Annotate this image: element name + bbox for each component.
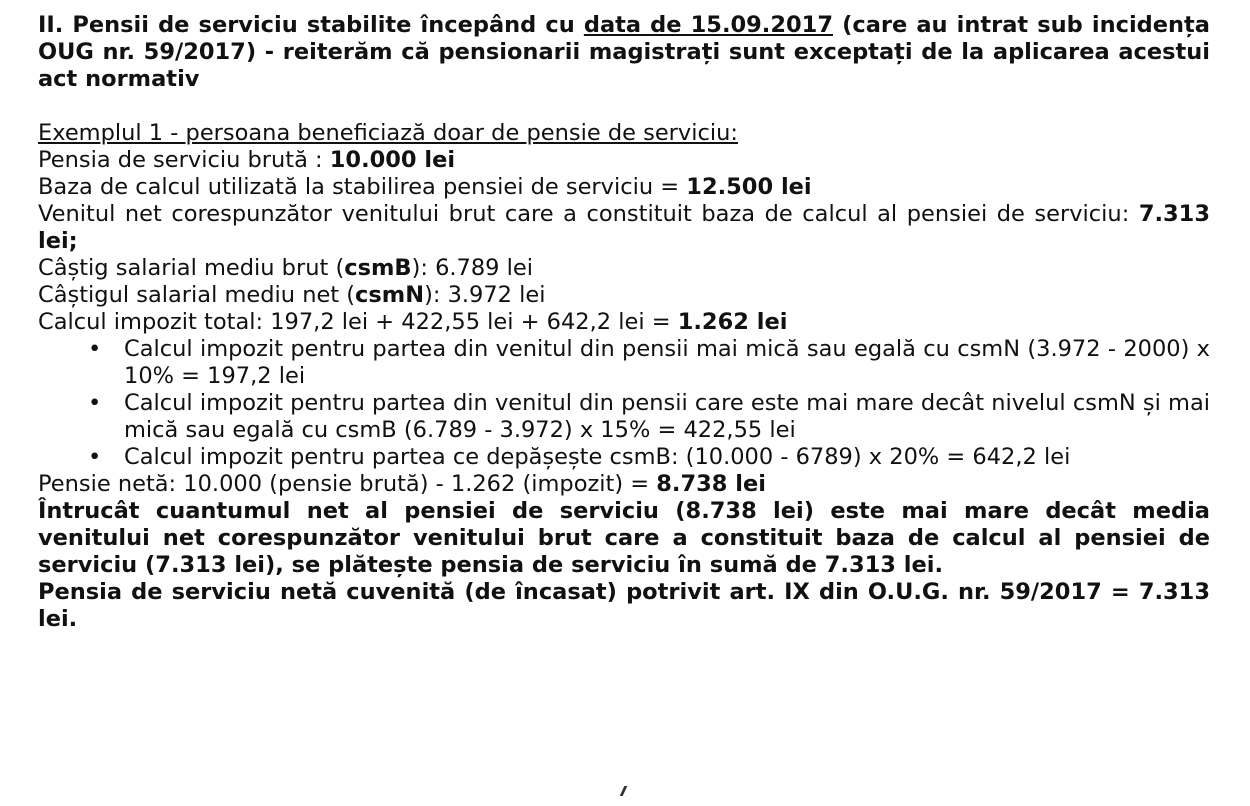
- section-heading-date: data de 15.09.2017: [583, 12, 833, 38]
- scan-mark: [620, 786, 628, 796]
- section-heading-post: (care au intrat sub incidența OUG nr. 59/2017) - reiterăm că pensionarii magistrați sunt exceptați de la aplicarea acestui act normativ: [38, 12, 1210, 92]
- list-item-text: Calcul impozit pentru partea ce depășește csmB: (10.000 - 6789) x 20% = 642,2 lei: [124, 444, 1071, 470]
- net-income-line: [38, 201, 1210, 255]
- final-paragraph: Pensia de serviciu netă cuvenită (de încasat) potrivit art. IX din O.U.G. nr. 59/2017 = 7.313 lei.: [38, 579, 1210, 632]
- csmn-pre: Câștigul salarial mediu net (: [38, 282, 356, 308]
- tax-breakdown-list: [38, 336, 1210, 471]
- net-pension-label: Pensie netă: 10.000 (pensie brută) - 1.262 (impozit) =: [38, 471, 657, 497]
- conclusion-paragraph: Întrucât cuantumul net al pensiei de serviciu (8.738 lei) este mai mare decât media venitului net corespunzător venitului brut care a constituit baza de calcul al pensiei de serviciu (7.313 lei), se plătește pensia de serviciu în sumă de 7.313 lei.: [38, 498, 1210, 578]
- list-item-text: Calcul impozit pentru partea din venitul din pensii care este mai mare decât nivelul csmN și mai mică sau egală cu csmB (6.789 - 3.972) x 15% = 422,55 lei: [124, 390, 1210, 443]
- list-item-text: Calcul impozit pentru partea din venitul din pensii mai mică sau egală cu csmN (3.972 - 2000) x 10% = 197,2 lei: [124, 336, 1210, 389]
- calc-base-line: [38, 174, 1210, 201]
- csmn-post: ): 3.972 lei: [424, 282, 546, 308]
- csmn-abbr: csmN: [355, 282, 425, 308]
- bullet-icon: •: [88, 390, 102, 416]
- csmb-pre: Câștig salarial mediu brut (: [38, 255, 345, 281]
- spacer: [38, 93, 1210, 120]
- gross-pension-line: [38, 147, 1210, 174]
- section-heading: [38, 12, 1210, 93]
- net-income-value: 7.313 lei;: [38, 201, 1210, 254]
- calc-base-value: 12.500 lei: [686, 174, 812, 200]
- total-tax-value: 1.262 lei: [677, 309, 788, 335]
- gross-pension-label: Pensia de serviciu brută :: [38, 147, 330, 173]
- list-item: [86, 336, 1210, 390]
- net-income-label: Venitul net corespunzător venitului brut care a constituit baza de calcul al pensiei de serviciu:: [38, 201, 1139, 227]
- document-page: [38, 12, 1210, 633]
- csmb-abbr: csmB: [344, 255, 412, 281]
- calc-base-label: Baza de calcul utilizată la stabilirea pensiei de serviciu =: [38, 174, 687, 200]
- list-item: [86, 390, 1210, 444]
- csmn-line: [38, 282, 1210, 309]
- gross-pension-value: 10.000 lei: [329, 147, 456, 173]
- net-pension-line: [38, 471, 1210, 498]
- bullet-icon: •: [88, 336, 102, 362]
- bullet-icon: •: [88, 444, 102, 470]
- section-heading-pre: II. Pensii de serviciu stabilite începând cu: [38, 12, 584, 38]
- csmb-line: [38, 255, 1210, 282]
- example-title: Exemplul 1 - persoana beneficiază doar de pensie de serviciu:: [38, 120, 738, 146]
- csmb-post: ): 6.789 lei: [411, 255, 533, 281]
- list-item: [86, 444, 1210, 471]
- total-tax-line: [38, 309, 1210, 336]
- total-tax-label: Calcul impozit total: 197,2 lei + 422,55 lei + 642,2 lei =: [38, 309, 678, 335]
- net-pension-value: 8.738 lei: [656, 471, 766, 497]
